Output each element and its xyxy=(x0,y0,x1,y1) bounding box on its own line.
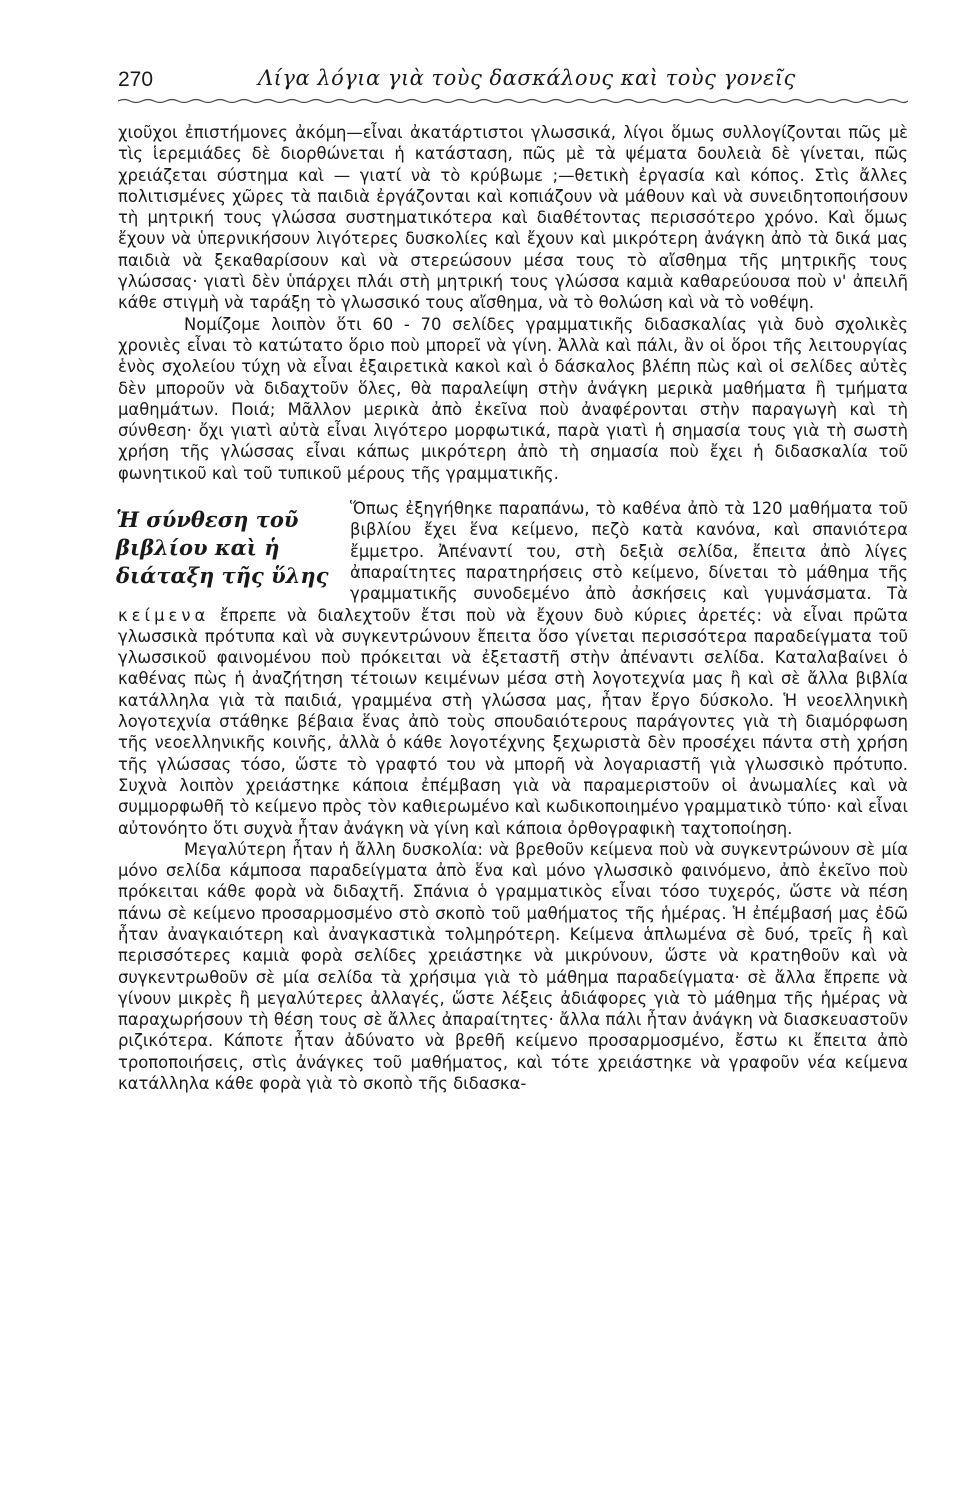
paragraph-3-start: Ὅπως ἐξηγήθηκε παραπάνω, τὸ καθένα ἀπὸ τὰ 120 μαθήματα τοῦ βιβλίου ἔχει ἕνα κείμενο, πεζὸ κατὰ κανόνα, καὶ σπανιότερα ἔμμετρο. Ἀπέναντί του, στὴ δεξιὰ σελίδα, ἔπειτα ἀπὸ λίγες ἀπαραίτητες παρατηρήσεις στὸ κείμενο, δίνεται τὸ μάθημα τῆς γραμματικῆς συνοδεμένο ἀπὸ ἀσκήσεις καὶ γυμνάσματα. Τὰ xyxy=(350,499,908,604)
running-title: Λίγα λόγια γιὰ τοὺς δασκάλους καὶ τοὺς γονεῖς xyxy=(258,66,796,90)
margin-heading xyxy=(116,506,334,590)
page-number: 270 xyxy=(118,68,154,91)
paragraph-3-rest: ἔπρεπε νὰ διαλεχτοῦν ἔτσι ποὺ νὰ ἔχουν δυὸ κύριες ἀρετές: νὰ εἶναι πρῶτα γλωσσικὰ πρότυπα καὶ νὰ συγκεντρώνουν ἔπειτα ὅσο γίνεται περισσότερα παραδείγματα τοῦ γλωσσικοῦ φαινομένου ποὺ πρόκειται νὰ ἐξεταστῆ στὴν ἀπέναντι σελίδα. Καταλαβαίνει ὁ καθένας πὼς ἡ ἀναζήτηση τέτοιων κειμένων μέσα στὴ λογοτεχνία μας ἢ καὶ σὲ ἄλλα βιβλία κατάλληλα γιὰ τὰ παιδιά, γραμμένα στὴ γλώσσα μας, ἦταν ἔργο δύσκολο. Ἡ νεοελληνικὴ λογοτεχνία στάθηκε βέβαια ἕνας ἀπὸ τοὺς σπουδαιότερους παράγοντες γιὰ τὴ διαμόρφωση τῆς νεοελληνικῆς κοινῆς, ἀλλὰ ὁ κάθε λογοτέχνης ξεχωριστὰ δὲν προσέχει πάντα στὴ χρήση τῆς γλώσσας τόσο, ὥστε τὸ γραφτό του νὰ μπορῆ νὰ λογαριαστῆ γιὰ γλωσσικὸ πρότυπο. Συχνὰ λοιπὸν χρειάστηκε κάποια ἐπέμβαση γιὰ νὰ παραμεριστοῦν οἱ ἀνωμαλίες καὶ νὰ συμμορφωθῆ τὸ κείμενο πρὸς τὸν καθιερωμένο καὶ κωδικοποιημένο γραμματικὸ τύπο· καὶ εἶναι αὐτονόητο ὅτι συχνὰ ἦταν ἀνάγκη νὰ γίνη καὶ κάποια ὀρθογραφικὴ ταχτοποίηση. xyxy=(118,605,908,838)
margin-heading-line-3: διάταξη τῆς ὕλης xyxy=(116,563,329,589)
paragraph-2: Νομίζομε λοιπὸν ὅτι 60 - 70 σελίδες γραμματικῆς διδασκαλίας γιὰ δυὸ σχολικὲς χρονιὲς εἶναι τὸ κατώτατο ὅριο ποὺ μπορεῖ νὰ γίνη. Ἀλλὰ καὶ πάλι, ἂν οἱ ὅροι τῆς λειτουργίας ἑνὸς σχολείου τύχη νὰ εἶναι ἐξαιρετικὰ κακοὶ καὶ ὁ δάσκαλος βλέπη πὼς καὶ οἱ σελίδες αὐτὲς δὲν μποροῦν νὰ διδαχτοῦν ὅλες, θὰ παραλείψη στὴν ἀνάγκη μερικὰ μαθήματα ἢ τμήματα μαθημάτων. Ποιά; Μᾶλλον μερικὰ ἀπὸ ἐκεῖνα ποὺ ἀναφέρονται στὴν παραγωγὴ καὶ τὴ σύνθεση· ὄχι γιατὶ αὐτὰ εἶναι λιγότερο μορφωτικά, παρὰ γιατὶ ἡ σημασία τους γιὰ τὴ σωστὴ χρήση τῆς γλώσσας εἶναι κάπως μικρότερη ἀπὸ τὴ σημασία ποὺ ἔχει ἡ διδασκαλία τοῦ φωνητικοῦ καὶ τοῦ τυπικοῦ μέρους τῆς γραμματικῆς. xyxy=(118,314,908,483)
header-wavy-rule xyxy=(118,98,908,104)
page-header xyxy=(118,64,908,98)
paragraph-4: Μεγαλύτερη ἦταν ἡ ἄλλη δυσκολία: νὰ βρεθοῦν κείμενα ποὺ νὰ συγκεντρώνουν σὲ μία μόνο σελίδα κάμποσα παραδείγματα ἀπὸ ἕνα καὶ μόνο γλωσσικὸ φαινόμενο, ἀπὸ ἐκεῖνο ποὺ πρόκειται κάθε φορὰ νὰ διδαχτῆ. Σπάνια ὁ γραμματικὸς εἶναι τόσο τυχερός, ὥστε νὰ πέση πάνω σὲ κείμενο προσαρμοσμένο στὸ σκοπὸ τοῦ μαθήματος τῆς ἡμέρας. Ἡ ἐπέμβασή μας ἐδῶ ἦταν ἀναγκαιότερη καὶ ἀναγκαστικὰ τολμηρότερη. Κείμενα ἁπλωμένα σὲ δυό, τρεῖς ἢ καὶ περισσότερες καμιὰ φορὰ σελίδες χρειάστηκε νὰ μικρύνουν, ὥστε νὰ κρατηθοῦν καὶ νὰ συγκεντρωθοῦν σὲ μία σελίδα τὰ χρήσιμα γιὰ τὸ μάθημα παραδείγματα· σὲ ἄλλα ἔπρεπε νὰ γίνουν μικρὲς ἢ μεγαλύτερες ἀλλαγές, ὥστε λέξεις ἀδιάφορες γιὰ τὸ μάθημα τῆς ἡμέρας νὰ παραχωρήσουν τὴ θέση τους σὲ ἄλλες ἀπαραίτητες· ἄλλα πάλι ἦταν ἀνάγκη νὰ διασκευαστοῦν ριζικότερα. Κάποτε ἦταν ἀδύνατο νὰ βρεθῆ κείμενο προσαρμοσμένο, ἔστω κι ἔπειτα ἀπὸ τροποποιήσεις, στὶς ἀνάγκες τοῦ μαθήματος, καὶ τότε χρειάστηκε νὰ γραφοῦν νέα κείμενα κατάλληλα κάθε φορὰ γιὰ τὸ σκοπὸ τῆς διδασκα- xyxy=(118,839,908,1094)
margin-heading-line-1: Ἡ σύνθεση τοῦ xyxy=(116,507,299,533)
paragraph-3-spaced-word: κείμενα xyxy=(118,605,210,625)
body-text xyxy=(118,122,908,1094)
paragraph-1: χιοῦχοι ἐπιστήμονες ἀκόμη—εἶναι ἀκατάρτιστοι γλωσσικά, λίγοι ὅμως συλλογίζονται πῶς μὲ τὶς ἱερεμιάδες δὲ διορθώνεται ἡ κατάσταση, πῶς μὲ τὰ ψέματα δουλειὰ δὲ γίνεται, πῶς χρειάζεται σύστημα καὶ — γιατί νὰ τὸ κρύβωμε ;—θετικὴ ἐργασία καὶ κόπος. Στὶς ἄλλες πολιτισμένες χῶρες τὰ παιδιὰ ἐργάζονται καὶ κοπιάζουν νὰ μάθουν καὶ νὰ συνειδητοποιήσουν τὴ μητρική τους γλώσσα συστηματικότερα καὶ διαθέτοντας περισσότερο χρόνο. Καὶ ὅμως ἔχουν νὰ ὑπερνικήσουν λιγότερες δυσκολίες καὶ ἔχουν καὶ μικρότερη ἀνάγκη ἀπὸ τὰ δικά μας παιδιὰ νὰ ξεκαθαρίσουν καὶ νὰ στερεώσουν μέσα τους τὸ αἴσθημα τῆς μητρικῆς τους γλώσσας· γιατὶ δὲν ὑπάρχει πλάι στὴ μητρική τους γλώσσα καμιὰ καθαρεύουσα ποὺ ν' ἀπειλῆ κάθε στιγμὴ νὰ ταράξη τὸ γλωσσικό τους αἴσθημα, νὰ τὸ θολώση καὶ νὰ τὸ νοθέψη. xyxy=(118,123,908,313)
margin-heading-line-2: βιβλίου καὶ ἡ xyxy=(116,535,280,561)
